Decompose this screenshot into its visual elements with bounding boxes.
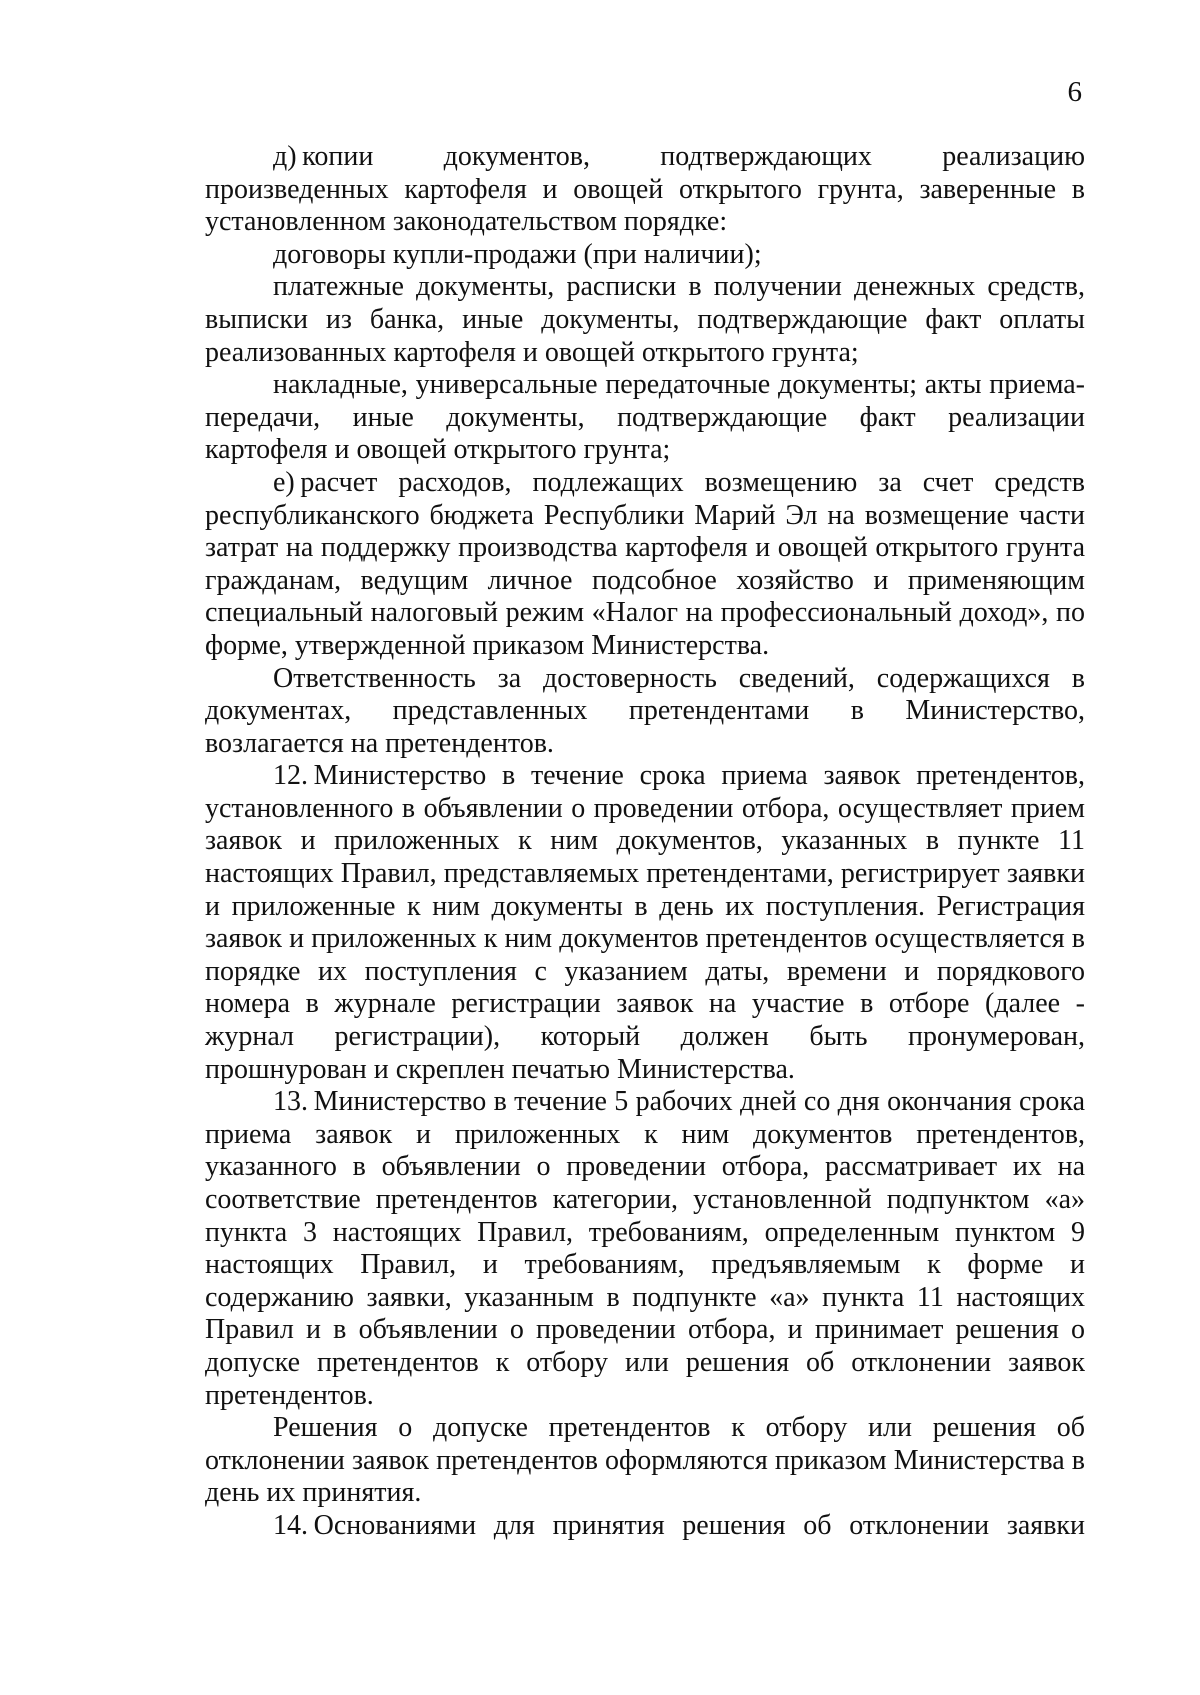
- page-number: 6: [1067, 76, 1082, 108]
- paragraph-sale-contracts: договоры купли-продажи (при наличии);: [273, 238, 762, 270]
- paragraph-waybills: накладные, универсальные передаточные документы; акты приема-передачи, иные документы, подтверждающие факт реализации картофеля и овощей открытого грунта;: [205, 369, 1085, 466]
- paragraph-decisions: Решения о допуске претендентов к отбору или решения об отклонении заявок претендентов оформляются приказом Министерства в день их принятия.: [205, 1412, 1085, 1509]
- paragraph-e-expense-calculation: е) расчет расходов, подлежащих возмещению за счет средств республиканского бюджета Республики Марий Эл на возмещение части затрат на поддержку производства картофеля и овощей открытого грунта гражданам, ведущим личное подсобное хозяйство и применяющим специальный налоговый режим «Налог на профессиональный доход», по форме, утвержденной приказом Министерства.: [205, 466, 1085, 661]
- paragraph-responsibility: Ответственность за достоверность сведений, содержащихся в документах, представленных претендентами в Министерство, возлагается на претендентов.: [205, 662, 1085, 759]
- paragraph-item-14: 14. Основаниями для принятия решения об отклонении заявки: [273, 1509, 1085, 1541]
- paragraph-item-12: 12. Министерство в течение срока приема заявок претендентов, установленного в объявлении о проведении отбора, осуществляет прием заявок и приложенных к ним документов, указанных в пункте 11 настоящих Правил, представляемых претендентами, регистрирует заявки и приложенные к ним документы в день их поступления. Регистрация заявок и приложенных к ним документов претендентов осуществляется в порядке их поступления с указанием даты, времени и порядкового номера в журнале регистрации заявок на участие в отборе (далее - журнал регистрации), который должен быть пронумерован, прошнурован и скреплен печатью Министерства.: [205, 760, 1085, 1085]
- paragraph-payment-documents: платежные документы, расписки в получении денежных средств, выписки из банка, иные документы, подтверждающие факт оплаты реализованных картофеля и овощей открытого грунта;: [205, 271, 1085, 368]
- paragraph-item-13: 13. Министерство в течение 5 рабочих дней со дня окончания срока приема заявок и приложенных к ним документов претендентов, указанного в объявлении о проведении отбора, рассматривает их на соответствие претендентов категории, установленной подпунктом «а» пункта 3 настоящих Правил, требованиям, определенным пунктом 9 настоящих Правил, и требованиям, предъявляемым к форме и содержанию заявки, указанным в подпункте «а» пункта 11 настоящих Правил и в объявлении о проведении отбора, и принимает решения о допуске претендентов к отбору или решения об отклонении заявок претендентов.: [205, 1086, 1085, 1411]
- document-body: [205, 141, 1085, 1543]
- paragraph-d-copies: д) копии документов, подтверждающих реализацию произведенных картофеля и овощей открытого грунта, заверенные в установленном законодательством порядке:: [205, 141, 1085, 238]
